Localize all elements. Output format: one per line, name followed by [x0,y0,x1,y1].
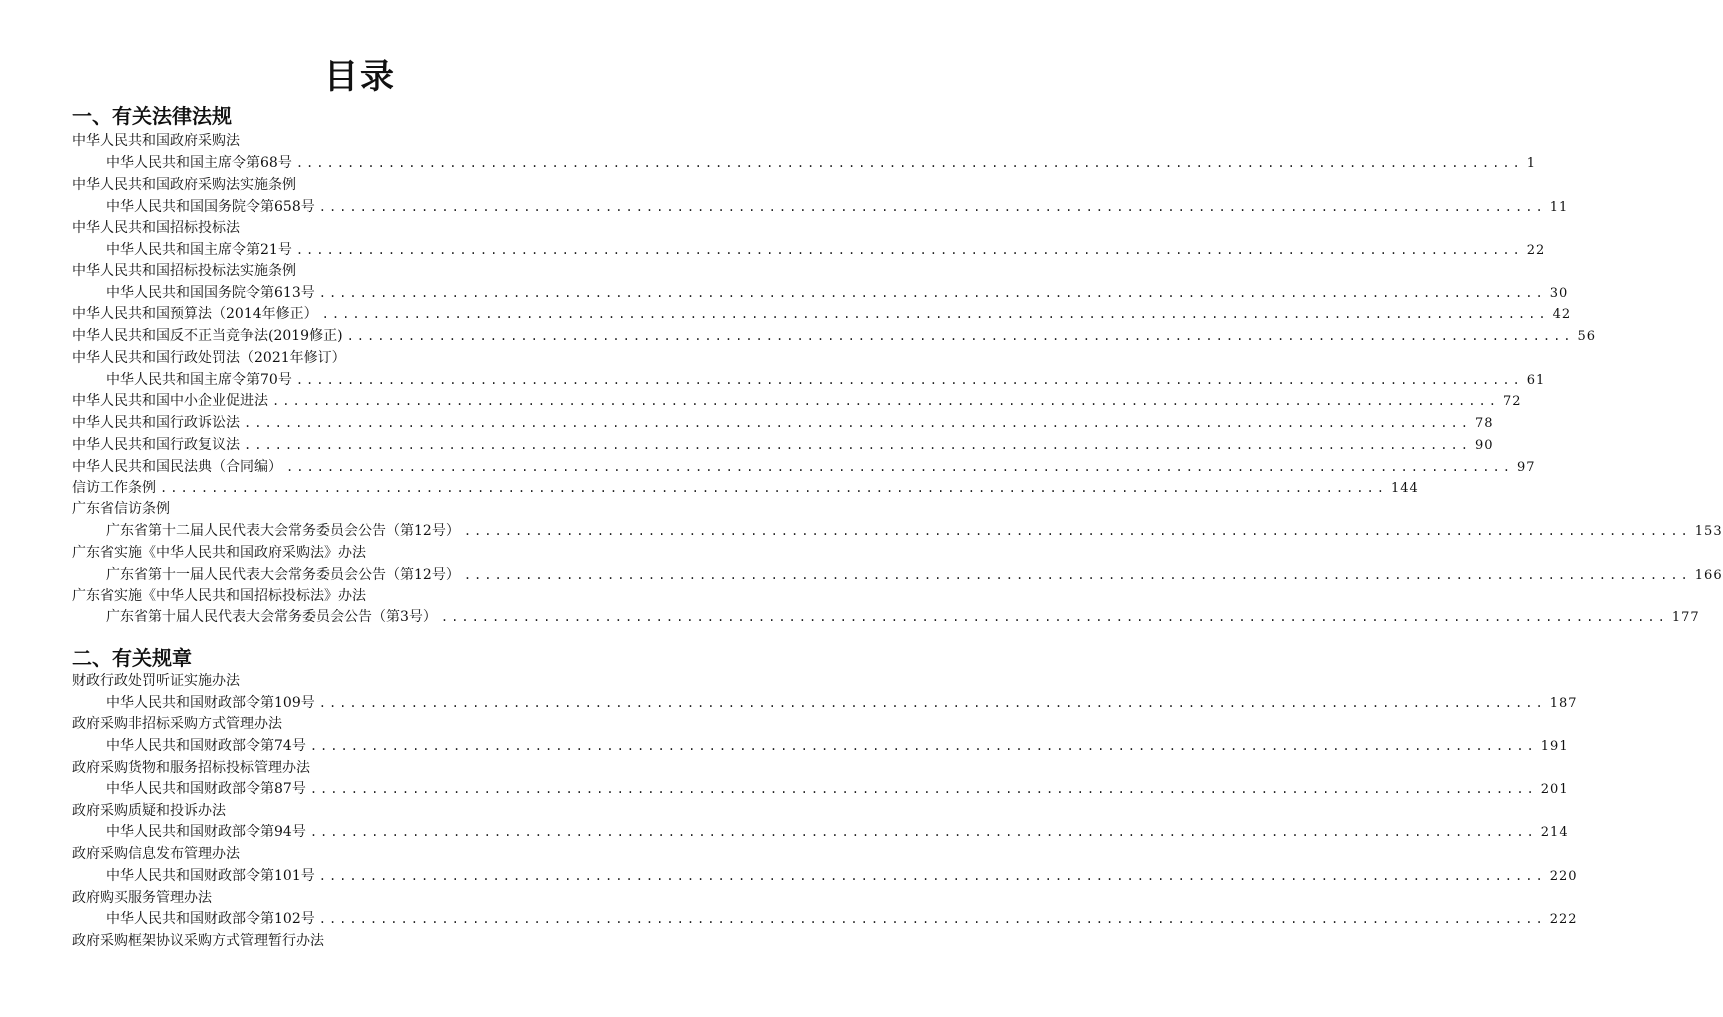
page-number: 153 [1694,524,1723,539]
page-number: 177 [1671,610,1700,625]
toc-entry-label: 中华人民共和国财政部令第109号 [106,695,315,711]
toc-entry[interactable] [106,606,1700,628]
toc-entry[interactable] [72,477,1419,499]
page-number: 78 [1474,416,1494,431]
leader-dots: ........................................................................................................................ [295,243,1523,257]
page-number: 56 [1577,329,1597,344]
toc-entry-label: 中华人民共和国反不正当竞争法(2019修正) [72,328,343,344]
page-number: 220 [1549,869,1578,884]
leader-dots: ........................................................................................................................ [244,416,1471,430]
toc-heading: 中华人民共和国政府采购法 [72,133,240,149]
leader-dots: ........................................................................................................................ [318,286,1546,300]
page-number: 1 [1526,156,1537,171]
toc-entry-label: 中华人民共和国财政部令第102号 [106,911,315,927]
toc-entry-label: 中华人民共和国财政部令第101号 [106,868,315,884]
toc-entry[interactable] [106,692,1578,714]
toc-heading: 财政行政处罚听证实施办法 [72,673,240,689]
toc-entry-label: 中华人民共和国财政部令第74号 [106,738,306,754]
toc-entry[interactable] [106,282,1569,304]
page-number: 90 [1474,438,1494,453]
toc-entry[interactable] [72,303,1572,325]
page-number: 144 [1390,481,1419,496]
toc-entry-label: 广东省第十一届人民代表大会常务委员会公告（第12号） [106,567,460,583]
toc-entry[interactable] [106,196,1569,218]
toc-heading: 政府采购信息发布管理办法 [72,846,240,862]
toc-entry[interactable] [72,412,1494,434]
page-number: 201 [1540,782,1569,797]
toc-entry-label: 中华人民共和国行政复议法 [72,437,240,453]
toc-entry-label: 广东省第十届人民代表大会常务委员会公告（第3号） [106,609,437,625]
section-heading: 二、有关规章 [72,646,192,670]
page-number: 11 [1549,200,1569,215]
leader-dots: ........................................................................................................................ [321,307,1549,321]
leader-dots: ........................................................................................................................ [318,869,1546,883]
toc-entry-label: 中华人民共和国预算法（2014年修正） [72,306,318,322]
toc-heading: 政府采购框架协议采购方式管理暂行办法 [72,933,324,949]
toc-entry[interactable] [106,735,1569,757]
toc-entry[interactable] [106,821,1569,843]
section-heading: 一、有关法律法规 [72,104,232,128]
toc-heading: 政府采购非招标采购方式管理办法 [72,716,282,732]
toc-heading: 政府采购货物和服务招标投标管理办法 [72,760,310,776]
toc-heading: 政府购买服务管理办法 [72,890,212,906]
toc-entry[interactable] [106,239,1546,261]
toc-heading: 中华人民共和国招标投标法 [72,220,240,236]
toc-heading: 政府采购质疑和投诉办法 [72,803,226,819]
page-number: 166 [1694,568,1723,583]
toc-entry[interactable] [106,152,1537,174]
toc-entry-label: 中华人民共和国民法典（合同编） [72,459,282,475]
leader-dots: ........................................................................................................................ [272,394,1499,408]
leader-dots: ........................................................................................................................ [286,460,1513,474]
leader-dots: ........................................................................................................................ [463,568,1691,582]
toc-entry-label: 中华人民共和国财政部令第87号 [106,781,306,797]
toc-entry[interactable] [106,520,1723,542]
page-number: 72 [1502,394,1522,409]
toc-heading: 广东省信访条例 [72,501,170,517]
toc-entry[interactable] [106,908,1578,930]
toc-entry[interactable] [72,456,1536,478]
toc-heading: 中华人民共和国政府采购法实施条例 [72,177,296,193]
toc-entry[interactable] [106,369,1546,391]
toc-heading: 中华人民共和国行政处罚法（2021年修订） [72,350,346,366]
leader-dots: ........................................................................................................................ [309,782,1537,796]
toc-entry-label: 中华人民共和国主席令第68号 [106,155,292,171]
toc-entry[interactable] [72,390,1522,412]
toc-entry[interactable] [106,778,1569,800]
toc-entry-label: 中华人民共和国中小企业促进法 [72,393,268,409]
leader-dots: ........................................................................................................................ [295,156,1523,170]
leader-dots: ........................................................................................................................ [318,912,1546,926]
toc-entry-label: 中华人民共和国行政诉讼法 [72,415,240,431]
toc-entry[interactable] [106,865,1578,887]
leader-dots: ........................................................................................................................ [309,739,1537,753]
page-number: 30 [1549,286,1569,301]
page-number: 191 [1540,739,1569,754]
toc-heading: 广东省实施《中华人民共和国政府采购法》办法 [72,545,366,561]
toc-entry-label: 广东省第十二届人民代表大会常务委员会公告（第12号） [106,523,460,539]
toc-entry-label: 中华人民共和国主席令第21号 [106,242,292,258]
toc-entry-label: 中华人民共和国财政部令第94号 [106,824,306,840]
leader-dots: ........................................................................................................................ [440,610,1668,624]
toc-entry-label: 中华人民共和国国务院令第613号 [106,285,315,301]
page-number: 61 [1526,373,1546,388]
leader-dots: ........................................................................................................................ [309,825,1537,839]
page-number: 22 [1526,243,1546,258]
page-number: 97 [1516,460,1536,475]
leader-dots: ........................................................................................................................ [244,438,1471,452]
leader-dots: ........................................................................................................................ [318,696,1546,710]
page-number: 42 [1552,307,1572,322]
leader-dots: ........................................................................................................................ [463,524,1691,538]
toc-heading: 中华人民共和国招标投标法实施条例 [72,263,296,279]
toc-entry-label: 中华人民共和国主席令第70号 [106,372,292,388]
leader-dots: ........................................................................................................................ [346,329,1574,343]
toc-entry[interactable] [106,564,1723,586]
leader-dots: ........................................................................................................................ [160,481,1387,495]
page-title: 目录 [324,57,396,97]
toc-entry-label: 信访工作条例 [72,480,156,496]
toc-heading: 广东省实施《中华人民共和国招标投标法》办法 [72,588,366,604]
page-number: 222 [1549,912,1578,927]
toc-entry[interactable] [72,325,1597,347]
leader-dots: ........................................................................................................................ [295,373,1523,387]
leader-dots: ........................................................................................................................ [318,200,1546,214]
page-number: 214 [1540,825,1569,840]
toc-entry-label: 中华人民共和国国务院令第658号 [106,199,315,215]
toc-entry[interactable] [72,434,1494,456]
page-number: 187 [1549,696,1578,711]
